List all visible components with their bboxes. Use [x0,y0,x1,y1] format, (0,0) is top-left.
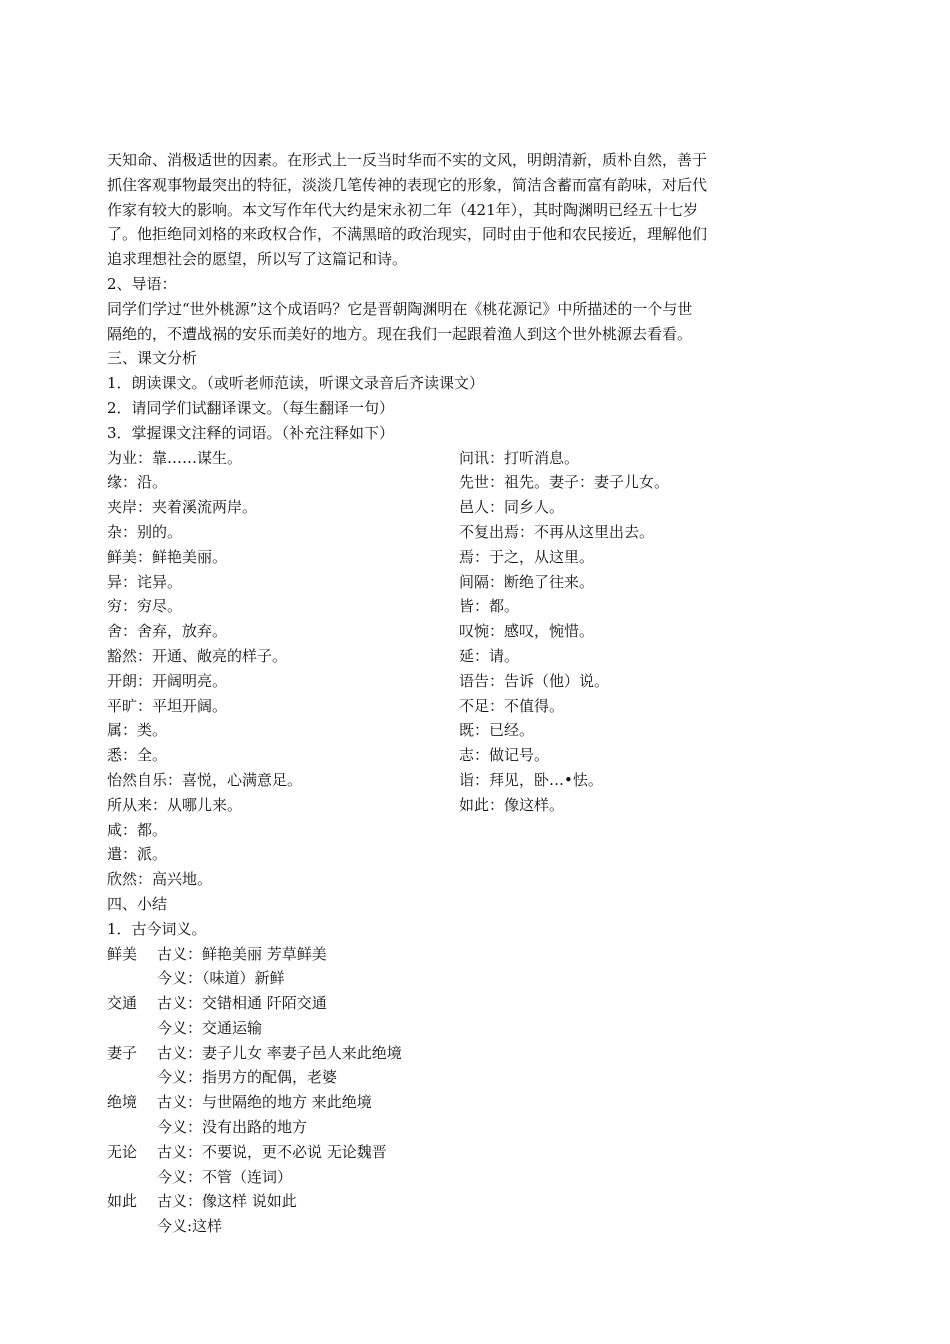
modern-meaning: 今义：没有出路的地方 [157,1118,308,1137]
glossary-entry: 如此：像这样。 [459,795,565,814]
glossary-entry: 不足：不值得。 [459,696,565,715]
section-introduction [107,272,797,346]
glossary-table [107,446,797,892]
glossary-entry: 开朗：开阔明亮。 [107,671,228,690]
word-comparison [107,942,797,1240]
glossary-entry: 属：类。 [107,721,168,740]
glossary-entry: 叹惋：感叹，惋惜。 [459,622,595,641]
ancient-meaning: 古义：像这样 说如此 [157,1192,297,1211]
text-line: 同学们学过“世外桃源”这个成语吗？它是晋朝陶渊明在《桃花源记》中所描述的一个与世 [107,299,693,318]
modern-meaning: 今义：不管（连词） [157,1167,293,1186]
ancient-meaning: 古义：与世隔绝的地方 来此绝境 [157,1093,372,1112]
glossary-entry: 不复出焉：不再从这里出去。 [459,522,655,541]
glossary-entry: 所从来：从哪儿来。 [107,795,243,814]
glossary-entry: 延：请。 [459,646,520,665]
glossary-entry: 豁然：开通、敞亮的样子。 [107,646,288,665]
glossary-entry: 穷：穷尽。 [107,597,183,616]
glossary-entry: 杂：别的。 [107,522,183,541]
section-summary [107,892,797,1239]
ancient-meaning: 古义：交错相通 阡陌交通 [157,994,327,1013]
ancient-meaning: 古义：不要说，更不必说 无论魏晋 [157,1142,387,1161]
glossary-entry: 异：诧异。 [107,572,183,591]
glossary-entry: 先世：祖先。妻子：妻子儿女。 [459,473,670,492]
comparison-word: 鲜美 [107,944,138,963]
glossary-entry: 咸：都。 [107,820,168,839]
comparison-modern-row [107,1065,797,1090]
step-item: 1．朗读课文。（或听老师范读，听课文录音后齐读课文） [107,374,485,393]
section-heading: 2、导语： [107,274,177,293]
modern-meaning: 今义:这样 [157,1217,223,1236]
step-item: 3．掌握课文注释的词语。（补充注释如下） [107,423,395,442]
introduction-paragraph [107,297,797,347]
glossary-entry: 遣：派。 [107,845,168,864]
comparison-ancient-row [107,1140,797,1165]
comparison-modern-row [107,1165,797,1190]
glossary-entry: 诣：拜见，卧…•怯。 [459,770,603,789]
glossary-entry: 既：已经。 [459,721,535,740]
comparison-ancient-row [107,1041,797,1066]
comparison-ancient-row [107,1189,797,1214]
comparison-word: 绝境 [107,1093,138,1112]
glossary-entry: 夹岸：夹着溪流两岸。 [107,498,258,517]
glossary-entry: 志：做记号。 [459,746,550,765]
glossary-entry: 欣然：高兴地。 [107,870,213,889]
comparison-modern-row [107,1016,797,1041]
glossary-entry: 平旷：平坦开阔。 [107,696,228,715]
glossary-entry: 缘：沿。 [107,473,168,492]
comparison-word: 交通 [107,994,138,1013]
modern-meaning: 今义：交通运输 [157,1018,263,1037]
text-line: 隔绝的，不遭战祸的安乐而美好的地方。现在我们一起跟着渔人到这个世外桃源去看看。 [107,324,693,343]
comparison-ancient-row [107,942,797,967]
text-line: 作家有较大的影响。本文写作年代大约是宋永初二年（421年），其时陶渊明已经五十七岁 [107,200,699,219]
section-heading: 四、小结 [107,894,168,913]
text-line: 追求理想社会的愿望，所以写了这篇记和诗。 [107,250,408,269]
glossary-entry: 悉：全。 [107,746,168,765]
comparison-word: 妻子 [107,1043,138,1062]
glossary-right-column [459,446,797,892]
glossary-entry: 为业：靠……谋生。 [107,448,243,467]
comparison-ancient-row [107,991,797,1016]
glossary-entry: 问讯：打听消息。 [459,448,580,467]
glossary-entry: 鲜美：鲜艳美丽。 [107,547,228,566]
modern-meaning: 今义：（味道）新鲜 [157,969,285,988]
comparison-modern-row [107,1214,797,1239]
glossary-entry: 焉：于之，从这里。 [459,547,595,566]
ancient-meaning: 古义：妻子儿女 率妻子邑人来此绝境 [157,1043,402,1062]
modern-meaning: 今义：指男方的配偶，老婆 [157,1068,338,1087]
glossary-entry: 舍：舍弃，放弃。 [107,622,228,641]
glossary-entry: 皆：都。 [459,597,520,616]
text-line: 抓住客观事物最突出的特征，淡淡几笔传神的表现它的形象，简洁含蓄而富有韵味，对后代 [107,175,708,194]
subsection-heading: 1．古今词义。 [107,919,207,938]
intro-paragraph [107,148,797,272]
section-text-analysis [107,346,797,892]
text-line: 天知命、消极适世的因素。在形式上一反当时华而不实的文风，明朗清新，质朴自然，善于 [107,151,708,169]
glossary-entry: 怡然自乐：喜悦，心满意足。 [107,770,303,789]
section-heading: 三、课文分析 [107,349,198,368]
ancient-meaning: 古义：鲜艳美丽 芳草鲜美 [157,944,327,963]
comparison-word: 如此 [107,1192,138,1211]
step-item: 2．请同学们试翻译课文。（每生翻译一句） [107,398,395,417]
glossary-entry: 间隔：断绝了往来。 [459,572,595,591]
comparison-ancient-row [107,1090,797,1115]
comparison-modern-row [107,966,797,991]
text-line: 了。他拒绝同刘格的来政权合作，不满黑暗的政治现实，同时由于他和农民接近，理解他们 [107,225,708,244]
comparison-word: 无论 [107,1142,138,1161]
glossary-entry: 语告：告诉（他）说。 [459,671,610,690]
glossary-entry: 邑人：同乡人。 [459,498,565,517]
glossary-left-column [107,446,459,892]
comparison-modern-row [107,1115,797,1140]
document-page [107,148,797,1239]
